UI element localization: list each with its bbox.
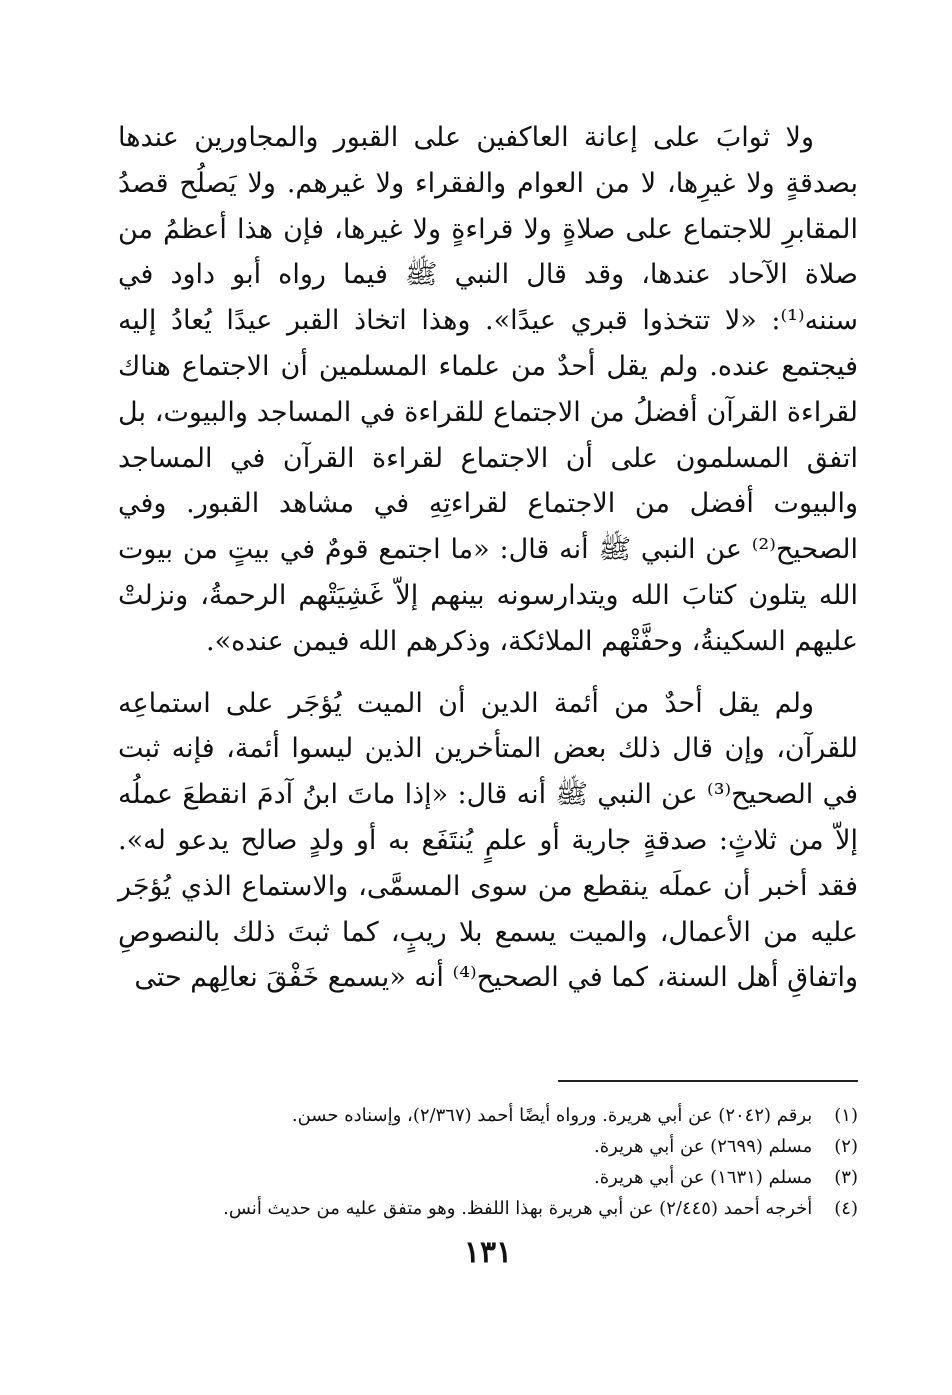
footnote-item <box>118 1193 858 1224</box>
footnote-item <box>118 1100 858 1131</box>
footnote-number: (٢) <box>834 1136 858 1157</box>
body-paragraph-1: ولا ثوابَ على إعانة العاكفين على القبور والمجاورين عندها بصدقةٍ ولا غيرِها، لا من العوام والفقراء ولا غيرهم. ولا يَصلُح قصدُ المقابرِ للاجتماع على صلاةٍ ولا قراءةٍ ولا غيرها، فإن هذا أعظمُ من صلاة الآحاد عندها، وقد قال النبي ﷺ فيما رواه أبو داود في سننه⁽¹⁾: «لا تتخذوا قبري عيدًا». وهذا اتخاذ القبر عيدًا يُعادُ إليه فيجتمع عنده. ولم يقل أحدٌ من علماء المسلمين أن الاجتماع هناك لقراءة القرآن أفضلُ من الاجتماع للقراءة في المساجد والبيوت، بل اتفق المسلمون على أن الاجتماع لقراءة القرآن في المساجد والبيوت أفضل من الاجتماع لقراءتِهِ في مشاهد القبور. وفي الصحيح⁽²⁾ عن النبي ﷺ أنه قال: «ما اجتمع قومٌ في بيتٍ من بيوت الله يتلون كتابَ الله ويتدارسونه بينهم إلاّ غَشِيَتْهم الرحمةُ، ونزلتْ عليهم السكينةُ، وحفَّتْهم الملائكة، وذكرهم الله فيمن عنده». <box>118 122 858 657</box>
footnote-item <box>118 1131 858 1162</box>
footnote-text: برقم (٢٠٤٢) عن أبي هريرة. ورواه أيضًا أحمد (٢/٣٦٧)، وإسناده حسن. <box>291 1105 813 1126</box>
book-page <box>118 115 858 1375</box>
footnote-separator <box>558 1080 858 1082</box>
body-paragraph-2: ولم يقل أحدٌ من أئمة الدين أن الميت يُؤجَر على استماعِه للقرآن، وإن قال ذلك بعض المتأخرين الذين ليسوا أئمة، فإنه ثبت في الصحيح⁽³⁾ عن النبي ﷺ أنه قال: «إذا ماتَ ابنُ آدمَ انقطعَ عملُه إلاّ من ثلاثٍ: صدقةٍ جارية أو علمٍ يُنتَفَع به أو ولدٍ صالح يدعو له». فقد أخبر أن عملَه ينقطع من سوى المسمَّى، والاستماع الذي يُؤجَر عليه من الأعمال، والميت يسمع بلا ريبٍ، كما ثبتَ ذلك بالنصوصِ واتفاقِ أهل السنة، كما في الصحيح⁽⁴⁾ أنه «يسمع خَفْقَ نعالِهم حتى <box>118 687 858 994</box>
footnote-text: مسلم (٢٦٩٩) عن أبي هريرة. <box>594 1136 813 1157</box>
footnote-number: (١) <box>834 1105 858 1126</box>
footnote-text: أخرجه أحمد (٢/٤٤٥) عن أبي هريرة بهذا اللفظ. وهو متفق عليه من حديث أنس. <box>223 1198 813 1219</box>
footnote-text: مسلم (١٦٣١) عن أبي هريرة. <box>594 1167 813 1188</box>
page-number: ١٣١ <box>463 1235 513 1270</box>
footnotes-list <box>118 1100 858 1224</box>
footnote-item <box>118 1162 858 1193</box>
footnote-number: (٣) <box>834 1167 858 1188</box>
footnote-number: (٤) <box>834 1198 858 1219</box>
